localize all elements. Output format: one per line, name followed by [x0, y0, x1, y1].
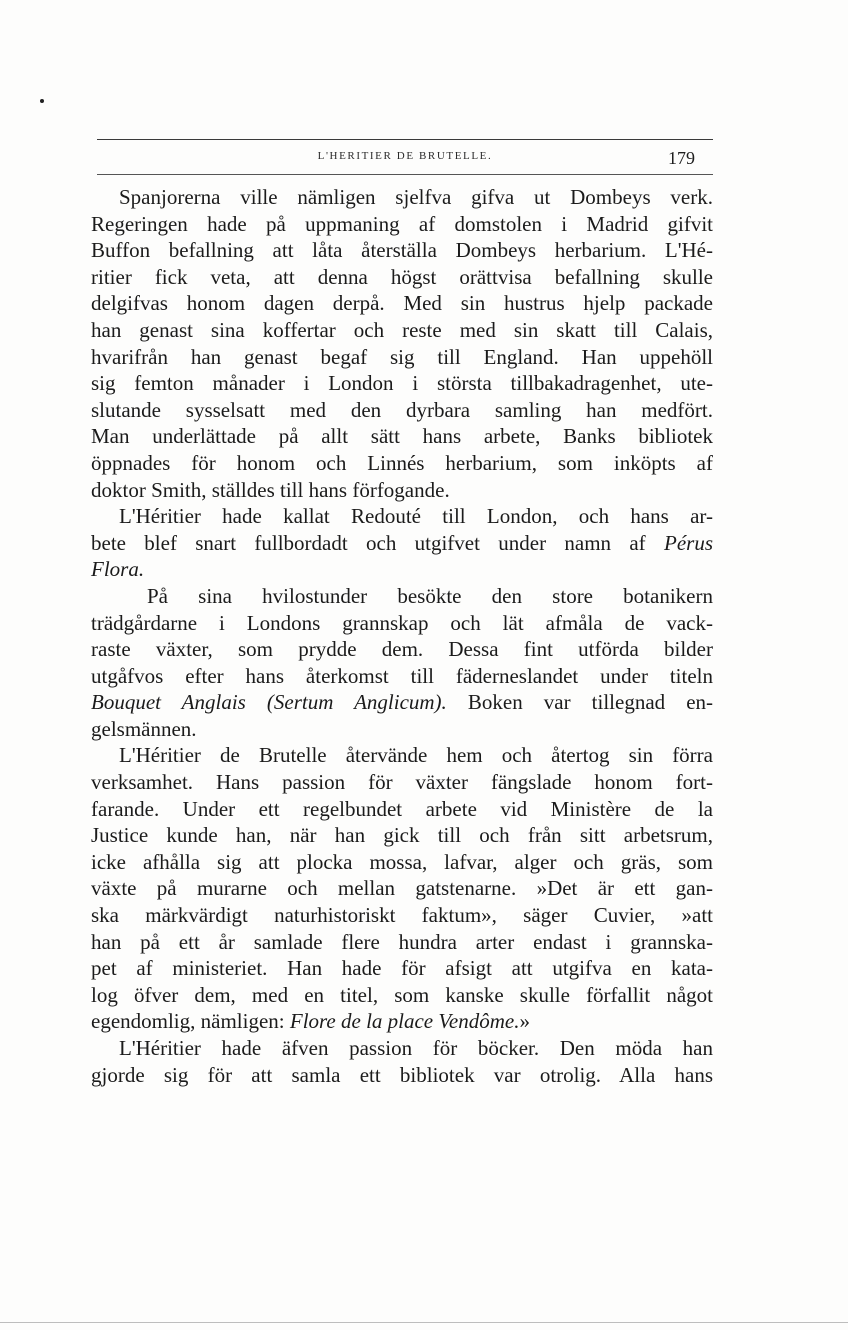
- text-line: L'Héritier hade äfven passion för böcker. Den möda han: [119, 1036, 713, 1060]
- text-line: log öfver dem, med en titel, som kanske skulle förfallit något: [91, 982, 713, 1007]
- text-line: Spanjorerna ville nämligen sjelfva gifva ut Dombeys verk.: [119, 185, 713, 209]
- text-line: Man underlättade på allt sätt hans arbete, Banks bibliotek: [91, 424, 713, 449]
- text-segment: bete blef snart fullbordadt och utgifvet under namn af: [91, 530, 646, 555]
- text-line: icke afhålla sig att plocka mossa, lafvar, alger och gräs, som: [91, 849, 713, 874]
- text-line: han genast sina koffertar och reste med sin skatt till Calais,: [91, 317, 713, 342]
- text-line: utgåfvos efter hans återkomst till fäderneslandet under titeln: [91, 663, 713, 688]
- scan-bottom-edge: [0, 1322, 848, 1323]
- text-line: ritier fick veta, att denna högst orättvisa befallning skulle: [91, 264, 713, 289]
- header-rule-bottom: [97, 174, 713, 175]
- text-line: På sina hvilostunder besökte den store botanikern: [147, 583, 713, 608]
- text-line: Justice kunde han, när han gick till och från sitt arbetsrum,: [91, 823, 713, 848]
- running-title: L'HERITIER DE BRUTELLE.: [317, 150, 493, 162]
- body-text: [91, 184, 713, 1088]
- text-line: doktor Smith, ställdes till hans förfogande.: [91, 477, 450, 502]
- header-rule-top: [97, 139, 713, 140]
- ink-speck: [40, 99, 44, 103]
- text-line: sig femton månader i London i största tillbakadragenhet, ute-: [91, 371, 713, 396]
- text-line: farande. Under ett regelbundet arbete vid Ministère de la: [91, 796, 713, 821]
- text-line: hvarifrån han genast begaf sig till England. Han uppehöll: [91, 344, 713, 369]
- text-line: [91, 530, 713, 557]
- italic-title: Flore de la place Vendôme.: [289, 1009, 520, 1034]
- text-line: gjorde sig för att samla ett bibliotek var otrolig. Alla hans: [91, 1062, 713, 1087]
- italic-title: Pérus: [664, 530, 713, 555]
- text-segment: egendomlig, nämligen:: [91, 1009, 285, 1034]
- text-line: raste växter, som prydde dem. Dessa fint utförda bilder: [91, 637, 713, 662]
- text-line: trädgårdarne i Londons grannskap och lät afmåla de vack-: [91, 610, 713, 635]
- italic-title: Bouquet Anglais (Sertum Anglicum).: [91, 690, 447, 715]
- text-line: Flora.: [91, 557, 145, 582]
- page-number: 179: [668, 148, 695, 168]
- text-line: han på ett år samlade flere hundra arter endast i grannska-: [91, 929, 713, 954]
- text-line: L'Héritier de Brutelle återvände hem och återtog sin förra: [119, 743, 713, 768]
- text-line: ska märkvärdigt naturhistoriskt faktum», säger Cuvier, »att: [91, 903, 713, 928]
- text-line: [91, 1008, 713, 1035]
- text-segment: Boken var tillegnad en-: [467, 690, 714, 715]
- text-line: verksamhet. Hans passion för växter fängslade honom fort-: [91, 770, 713, 795]
- text-line: Regeringen hade på uppmaning af domstolen i Madrid gifvit: [91, 211, 713, 236]
- running-head: [97, 148, 713, 170]
- text-line: växte på murarne och mellan gatstenarne. »Det är ett gan-: [91, 876, 713, 901]
- text-line: öppnades för honom och Linnés herbarium, som inköpts af: [91, 450, 713, 475]
- text-line: delgifvas honom dagen derpå. Med sin hustrus hjelp packade: [91, 291, 713, 316]
- text-line: gelsmännen.: [91, 716, 197, 741]
- text-line: slutande sysselsatt med den dyrbara samling han medfört.: [91, 397, 713, 422]
- text-segment: »: [519, 1009, 530, 1034]
- text-line: Buffon befallning att låta återställa Dombeys herbarium. L'Hé-: [91, 238, 713, 263]
- text-line: [91, 689, 713, 716]
- text-line: pet af ministeriet. Han hade för afsigt att utgifva en kata-: [91, 956, 713, 981]
- text-line: L'Héritier hade kallat Redouté till London, och hans ar-: [119, 504, 713, 529]
